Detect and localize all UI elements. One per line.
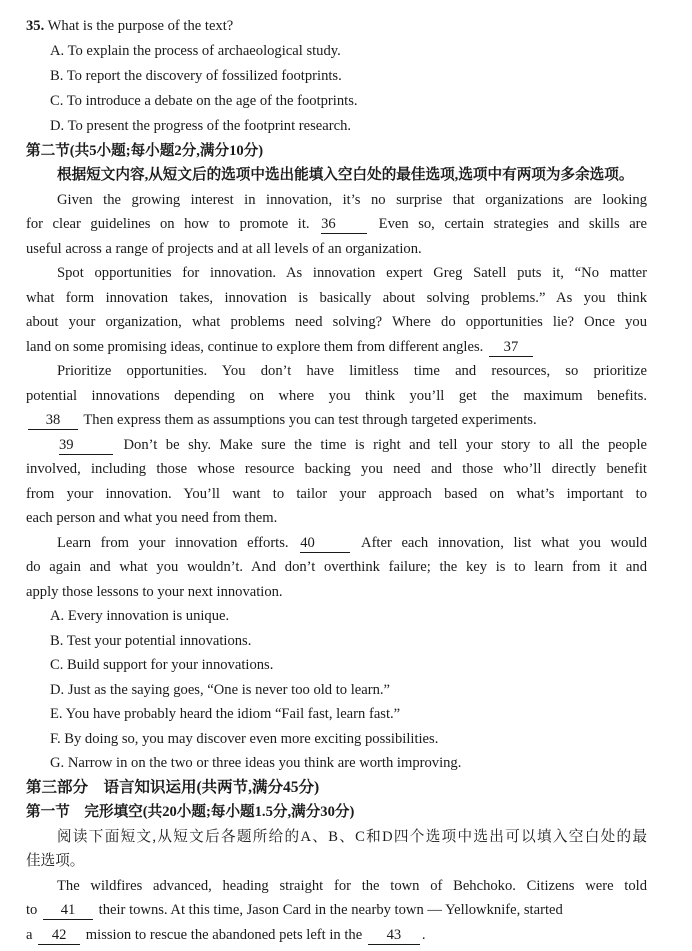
part3-section1-heading: 第一节 完形填空(共20小题;每小题1.5分,满分30分) xyxy=(26,804,355,820)
paragraph-line: apply those lessons to your next innovation. xyxy=(26,584,283,600)
paragraph-line: a 42 mission to rescue the abandoned pets left in the 43 . xyxy=(26,927,426,943)
paragraph-line: Prioritize opportunities. You don’t have limitless time and resources, so prioritize xyxy=(57,363,647,379)
blank-39: 39 xyxy=(59,437,113,455)
paragraph-line: potential innovations depending on where you think you’ll get the maximum benefits. xyxy=(26,388,647,404)
blank-42: 42 xyxy=(38,927,80,945)
blank-36: 36 xyxy=(321,216,367,234)
paragraph-line: involved, including those whose resource backing you need and those who’ll directly benefit xyxy=(26,461,647,477)
paragraph-line: to 41 their towns. At this time, Jason Card in the nearby town — Yellowknife, started xyxy=(26,902,563,918)
part3-instructions: 阅读下面短文,从短文后各题所给的A、B、C和D四个选项中选出可以填入空白处的最 xyxy=(57,829,647,845)
paragraph-line: for clear guidelines on how to promote it. 36 Even so, certain strategies and skills are xyxy=(26,216,648,232)
blank-40: 40 xyxy=(300,535,350,553)
paragraph-line: 39 Don’t be shy. Make sure the time is right and tell your story to all the people xyxy=(59,437,647,453)
blank-41: 41 xyxy=(43,902,93,920)
paragraph-line: Given the growing interest in innovation, it’s no surprise that organizations are looking xyxy=(57,192,647,208)
paragraph-line: what form innovation takes, innovation is basically about solving problems.” As you think xyxy=(26,290,647,306)
paragraph-line: each person and what you need from them. xyxy=(26,510,278,526)
paragraph-line: Learn from your innovation efforts. 40 After each innovation, list what you would xyxy=(57,535,647,551)
paragraph-line: 38 Then express them as assumptions you can test through targeted experiments. xyxy=(0,408,692,432)
section2-heading: 第二节(共5小题;每小题2分,满分10分) xyxy=(26,143,264,159)
s2-option-d: D. Just as the saying goes, “One is never too old to learn.” xyxy=(50,682,391,698)
paragraph-line: Spot opportunities for innovation. As innovation expert Greg Satell puts it, “No matter xyxy=(57,265,647,281)
blank-38: 38 xyxy=(28,412,78,430)
s2-option-e: E. You have probably heard the idiom “Fail fast, learn fast.” xyxy=(50,706,401,722)
paragraph-line: about your organization, what problems need solving? Where do opportunities lie? Once you xyxy=(26,314,647,330)
section2-instructions: 根据短文内容,从短文后的选项中选出能填入空白处的最佳选项,选项中有两项为多余选项。 xyxy=(57,167,634,183)
q35-option-c: C. To introduce a debate on the age of the footprints. xyxy=(50,93,358,109)
q35-option-a: A. To explain the process of archaeological study. xyxy=(50,43,341,59)
part3-heading: 第三部分 语言知识运用(共两节,满分45分) xyxy=(26,779,320,796)
blank-37: 37 xyxy=(489,339,533,357)
question-35 xyxy=(0,14,692,38)
paragraph-line: land on some promising ideas, continue to explore them from different angles. 37 xyxy=(0,335,692,359)
s2-option-a: A. Every innovation is unique. xyxy=(50,608,230,624)
question-stem: What is the purpose of the text? xyxy=(47,18,234,34)
part3-instructions-cont: 佳选项。 xyxy=(26,853,85,869)
s2-option-c: C. Build support for your innovations. xyxy=(50,657,274,673)
paragraph-line: useful across a range of projects and at all levels of an organization. xyxy=(26,241,422,257)
s2-option-g: G. Narrow in on the two or three ideas you think are worth improving. xyxy=(50,755,462,771)
s2-option-b: B. Test your potential innovations. xyxy=(50,633,252,649)
paragraph-line: do again and what you wouldn’t. And don’t overthink failure; the key is to learn from it and xyxy=(26,559,647,575)
q35-option-d: D. To present the progress of the footprint research. xyxy=(50,118,352,134)
paragraph-line: from your innovation. You’ll want to tailor your approach based on what’s important to xyxy=(26,486,647,502)
paragraph-line: The wildfires advanced, heading straight for the town of Behchoko. Citizens were told xyxy=(57,878,647,894)
question-number: 35. xyxy=(26,18,45,34)
s2-option-f: F. By doing so, you may discover even more exciting possibilities. xyxy=(50,731,439,747)
blank-43: 43 xyxy=(368,927,420,945)
q35-option-b: B. To report the discovery of fossilized footprints. xyxy=(50,68,342,84)
